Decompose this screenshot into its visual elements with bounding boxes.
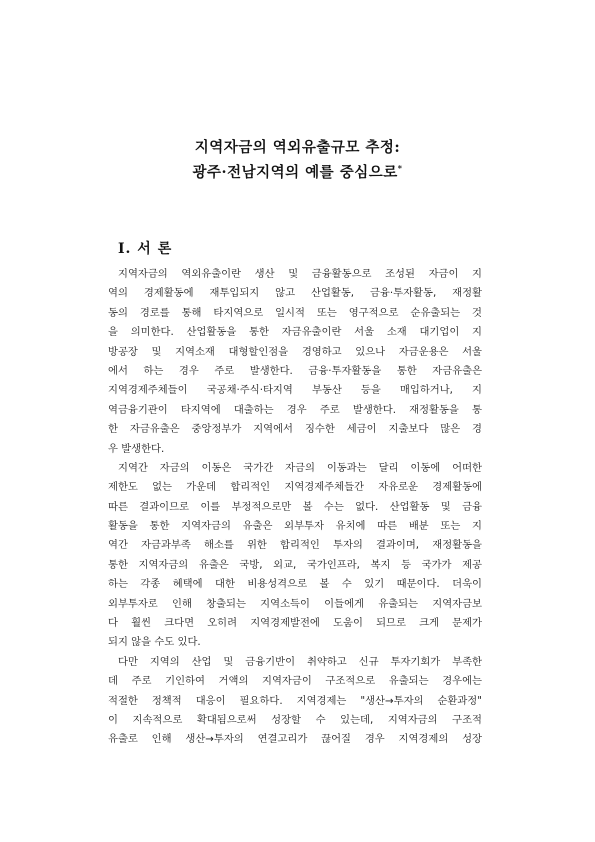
title-line-1: 지역자금의 역외유출규모 추정: [194,139,401,156]
text-line: 역간 자금과부족 해소를 위한 합리적인 투자의 결과이며, 재정활동을 [108,539,482,552]
title-line-2 [0,158,595,183]
text-line: 우 발생한다. [108,442,165,455]
text-line: 역금융기관이 타지역에 대출하는 경우 주로 발생한다. 재정활동을 통 [108,403,482,416]
text-line: 역의 경제활동에 재투입되지 않고 산업활동, 금융·투자활동, 재정활 [108,287,482,300]
text-line: 한 자금유출은 중앙정부가 지역에서 징수한 세금이 지출보다 많은 경 [108,423,482,436]
text-line: 이 지속적으로 확대됨으로써 성장할 수 있는데, 지역자금의 구조적 [108,713,482,726]
text-line: 데 주로 기인하여 거액의 지역자금이 구조적으로 유출되는 경우에는 [108,675,482,688]
text-line: 제한도 없는 가운데 합리적인 지역경제주체들간 자유로운 경제활동에 [108,481,482,494]
body-text [108,265,482,750]
title-line-2-text: 광주·전남지역의 예를 중심으로 [192,164,398,181]
text-line: 활동을 통한 지역자금의 유출은 외부투자 유치에 따른 배분 또는 지 [108,520,482,533]
section-heading: I. 서 론 [118,241,173,257]
text-line: 되지 않을 수도 있다. [108,636,201,649]
text-line: 동의 경로를 통해 타지역으로 일시적 또는 영구적으로 순유출되는 것 [108,306,482,319]
title-footnote-mark: * [397,163,403,173]
text-line: 지역간 자금의 이동은 국가간 자금의 이동과는 달리 이동에 어떠한 [118,461,482,474]
text-line: 하는 각종 혜택에 대한 비용성격으로 볼 수 있기 때문이다. 더욱이 [108,578,482,591]
text-line: 유출로 인해 생산→투자의 연결고리가 끊어질 경우 지역경제의 성장 [108,733,482,746]
text-line: 외부투자로 인해 창출되는 지역소득이 이들에게 유출되는 지역자금보 [108,597,482,610]
text-line: 에서 하는 경우 주로 발생한다. 금융·투자활동을 통한 자금유출은 [108,364,482,377]
text-line: 을 의미한다. 산업활동을 통한 자금유출이란 서울 소재 대기업이 지 [108,326,482,339]
text-line: 지역자금의 역외유출이란 생산 및 금융활동으로 조성된 자금이 지 [118,268,482,280]
text-line: 지역경제주체들이 국공채·주식·타지역 부동산 등을 매입하거나, 지 [108,384,482,397]
text-line: 다 훨씬 크다면 오히려 지역경제발전에 도움이 되므로 크게 문제가 [108,617,482,630]
text-line: 통한 지역자금의 유출은 국방, 외교, 국가인프라, 복지 등 국가가 제공 [108,558,482,571]
text-line: 다만 지역의 산업 및 금융기반이 취약하고 신규 투자기회가 부족한 [118,655,482,668]
text-line: 따른 결과이므로 이를 부정적으로만 볼 수는 없다. 산업활동 및 금융 [108,500,482,513]
paper-title [0,138,595,183]
text-line: 방공장 및 지역소재 대형할인점을 경영하고 있으나 자금운용은 서울 [108,345,482,358]
text-line: 적절한 정책적 대응이 필요하다. 지역경제는 "생산→투자의 순환과정" [108,694,482,707]
